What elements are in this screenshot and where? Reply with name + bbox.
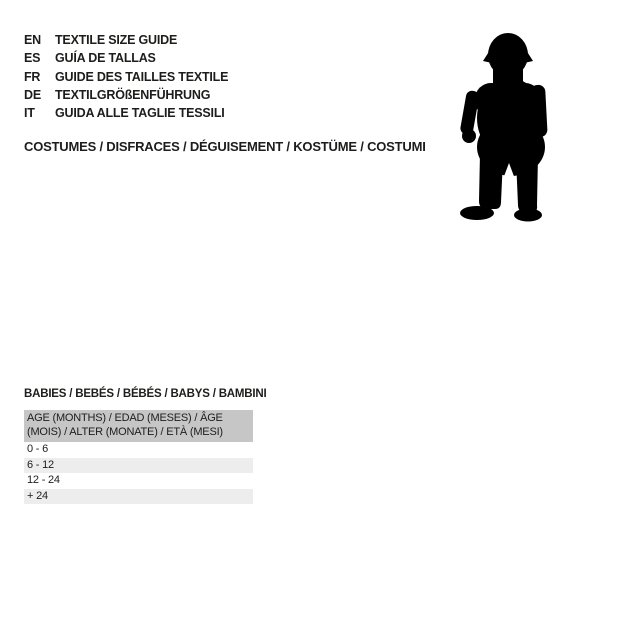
language-row-fr <box>24 68 228 86</box>
language-row-de <box>24 86 228 104</box>
language-code: DE <box>24 87 41 102</box>
language-title: TEXTILGRÖßENFÜHRUNG <box>55 87 211 102</box>
language-code: IT <box>24 106 35 121</box>
age-table-row: 0 - 6 <box>24 442 253 458</box>
language-row-it <box>24 104 228 122</box>
toddler-silhouette-icon <box>460 33 550 222</box>
language-title-list <box>24 31 228 122</box>
language-row-es <box>24 49 228 67</box>
babies-age-table <box>24 410 253 504</box>
language-title: GUIDE DES TAILLES TEXTILE <box>55 69 229 84</box>
language-code: ES <box>24 51 41 66</box>
age-table-row: 6 - 12 <box>24 458 253 474</box>
age-table-row: 12 - 24 <box>24 473 253 489</box>
category-title: COSTUMES / DISFRACES / DÉGUISEMENT / KOSTÜME / COSTUMI <box>24 139 426 154</box>
babies-group-label: BABIES / BEBÉS / BÉBÉS / BABYS / BAMBINI <box>24 388 267 400</box>
language-title: GUIDA ALLE TAGLIE TESSILI <box>55 106 225 121</box>
language-row-en <box>24 31 228 49</box>
age-table-rows <box>24 442 253 504</box>
age-table-row: + 24 <box>24 489 253 505</box>
language-code: FR <box>24 69 41 84</box>
language-title: TEXTILE SIZE GUIDE <box>55 33 178 47</box>
language-title: GUÍA DE TALLAS <box>55 51 156 66</box>
age-table-header: AGE (MONTHS) / EDAD (MESES) / ÂGE (MOIS) / ALTER (MONATE) / ETÀ (MESI) <box>24 410 253 442</box>
language-code: EN <box>24 33 41 47</box>
